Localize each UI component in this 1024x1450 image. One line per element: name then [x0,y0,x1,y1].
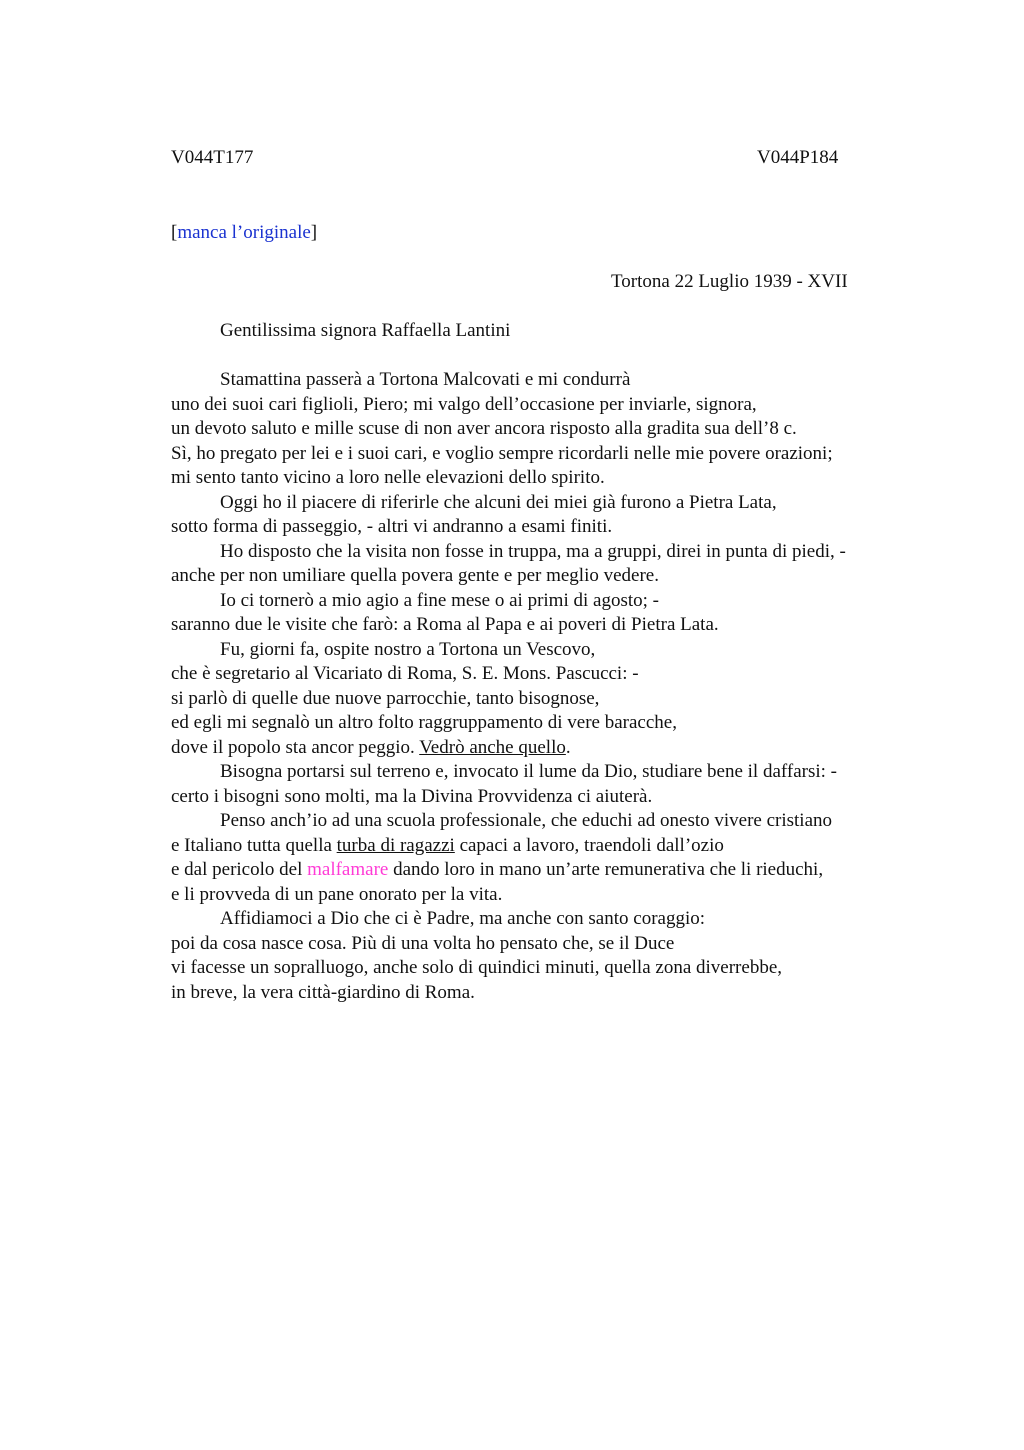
body-line: e li provveda di un pane onorato per la vita. [171,883,503,905]
body-line: che è segretario al Vicariato di Roma, S. E. Mons. Pascucci: - [171,663,639,684]
body-line: poi da cosa nasce cosa. Più di una volta ho pensato che, se il Duce [171,932,675,954]
body-line: Ho disposto che la visita non fosse in truppa, ma a gruppi, direi in punta di piedi, - [220,540,846,562]
highlighted-word: malfamare [307,859,389,880]
body-line: Sì, ho pregato per lei e i suoi cari, e voglio sempre ricordarli nelle mie povere orazioni; [171,442,833,464]
body-line: saranno due le visite che farò: a Roma al Papa e ai poveri di Pietra Lata. [171,614,719,635]
body-line-text: capaci a lavoro, traendoli dall’ozio [454,834,724,856]
letter-body [171,369,911,1006]
body-line: mi sento tanto vicino a loro nelle elevazioni dello spirito. [171,467,605,488]
body-line [171,737,911,762]
note-open-bracket: [ [171,222,178,243]
body-line: si parlò di quelle due nuove parrocchie, tanto bisognose, [171,687,600,709]
underlined-phrase: turba di ragazzi [336,834,455,856]
body-line: Stamattina passerà a Tortona Malcovati e mi condurrà [220,369,631,390]
editorial-note [171,222,317,244]
body-line: Penso anch’io ad una scuola professionale, che educhi ad onesto vivere cristiano [220,810,833,831]
letter-date: Tortona 22 Luglio 1939 - XVII [611,271,848,292]
salutation: Gentilissima signora Raffaella Lantini [220,320,511,341]
body-line-text: e dal pericolo del [171,859,308,880]
body-line: vi facesse un sopralluogo, anche solo di quindici minuti, quella zona diverrebbe, [171,957,782,978]
body-line: Oggi ho il piacere di riferirle che alcuni dei miei già furono a Pietra Lata, [220,491,777,513]
body-line-text: e Italiano tutta quella [171,834,337,856]
body-line: certo i bisogni sono molti, ma la Divina Provvidenza ci aiuterà. [171,785,653,807]
body-line: Fu, giorni fa, ospite nostro a Tortona un Vescovo, [220,638,596,660]
body-line: sotto forma di passeggio, - altri vi andranno a esami finiti. [171,516,613,537]
body-line: anche per non umiliare quella povera gente e per meglio vedere. [171,565,659,586]
body-line [171,835,911,860]
note-text: manca l’originale [177,222,311,243]
body-line-text: dove il popolo sta ancor peggio. [171,736,420,758]
body-line: Io ci tornerò a mio agio a fine mese o ai primi di agosto; - [220,589,659,611]
body-line-text: . [565,736,571,758]
note-close-bracket: ] [310,222,318,243]
document-code-left: V044T177 [171,147,254,168]
underlined-phrase: Vedrò anche quello [419,736,566,758]
body-line: uno dei suoi cari figlioli, Piero; mi valgo dell’occasione per inviarle, signora, [171,393,757,415]
body-line-text: dando loro in mano un’arte remunerativa che li rieduchi, [388,859,824,880]
body-line: un devoto saluto e mille scuse di non aver ancora risposto alla gradita sua dell’8 c. [171,418,797,439]
body-line: ed egli mi segnalò un altro folto raggruppamento di vere baracche, [171,712,677,733]
document-code-right: V044P184 [757,147,839,168]
body-line: in breve, la vera città-giardino di Roma. [171,981,475,1003]
body-line: Affidiamoci a Dio che ci è Padre, ma anche con santo coraggio: [220,908,706,929]
body-line [171,859,911,884]
body-line: Bisogna portarsi sul terreno e, invocato il lume da Dio, studiare bene il daffarsi: - [220,761,837,782]
